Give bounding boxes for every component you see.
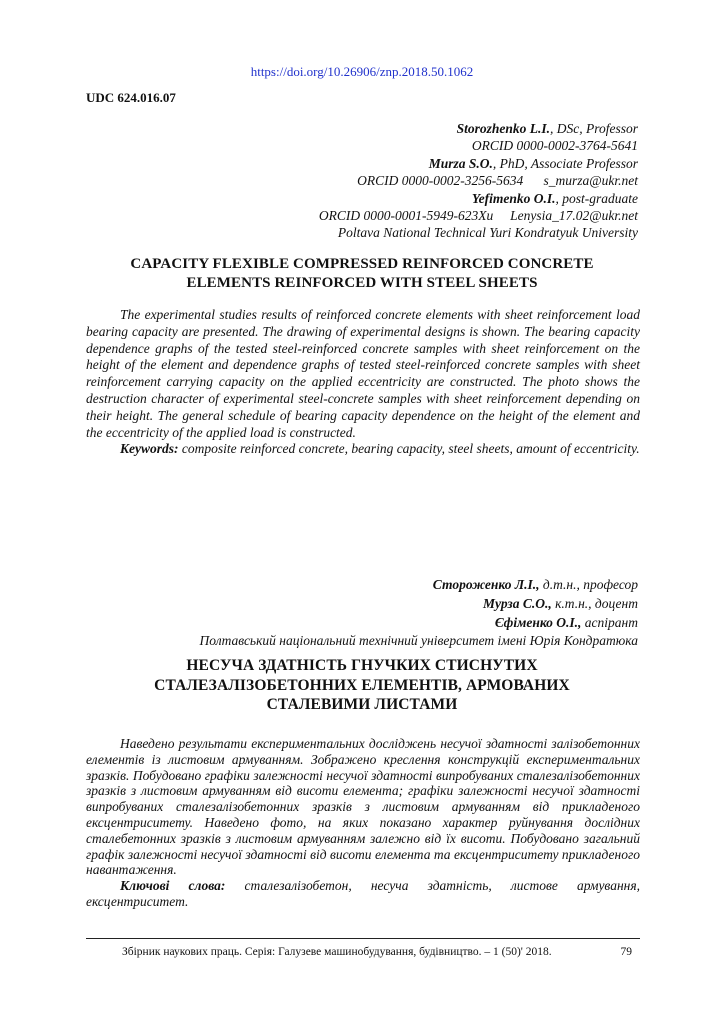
author-line: Storozhenko L.I., DSc, Professor [456,121,638,136]
abstract-en [86,307,640,458]
keywords-ua: Ключові слова: сталезалізобетон, несуча здатність, листове армування, ексцентриситет. [86,878,640,909]
paper-title-ua: НЕСУЧА ЗДАТНІСТЬ ГНУЧКИХ СТИСНУТИХ СТАЛЕЗАЛІЗОБЕТОННИХ ЕЛЕМЕНТІВ, АРМОВАНИХ СТАЛЕВИМИ ЛИСТАМИ [154,657,570,713]
author-line: ORCID 0000-0001-5949-623Xu Lenysia_17.02@ukr.net [318,208,638,224]
page-number: 79 [620,946,632,958]
authors-en [319,120,638,242]
author-line: Єфіменко О.І., аспірант [494,614,638,630]
doi-link[interactable]: https://doi.org/10.26906/znp.2018.50.1062 [250,64,474,79]
journal-citation: Збірник наукових праць. Серія: Галузеве машинобудування, будівництво. – 1 (50)' 2018. [122,946,552,958]
keywords-en: Keywords: composite reinforced concrete, bearing capacity, steel sheets, amount of eccentricity. [120,441,640,457]
abstract-ua [86,736,640,910]
paper-title-en: CAPACITY FLEXIBLE COMPRESSED REINFORCED CONCRETE ELEMENTS REINFORCED WITH STEEL SHEETS [130,256,594,291]
affiliation-en: Poltava National Technical Yuri Kondratyuk University [337,225,638,241]
author-line: ORCID 0000-0002-3764-5641 [471,138,638,154]
authors-ua [200,576,638,651]
abstract-en-text: The experimental studies results of reinforced concrete elements with sheet reinforcement load bearing capacity are presented. The drawing of experimental designs is shown. The bearing capacity dependence graphs of the tested steel-reinforced concrete samples with sheet reinforcement on the height of the element and dependence graphs of tested steel-reinforced concrete samples with sheet reinforcement carrying capacity on the applied eccentricity are constructed. The photo shows the destruction character of experimental steel-concrete samples with sheet reinforcement depending on their height. The general schedule of bearing capacity dependence on the height of the element and the eccentricity of the applied load is constructed. [86,307,640,440]
footer-divider [86,938,640,939]
udc-code: UDC 624.016.07 [86,90,176,105]
author-line: ORCID 0000-0002-3256-5634 s_murza@ukr.net [357,173,638,189]
affiliation-ua: Полтавський національний технічний університет імені Юрія Кондратюка [199,633,638,649]
author-line: Мурза С.О., к.т.н., доцент [483,595,638,611]
author-line: Стороженко Л.І., д.т.н., професор [432,577,638,592]
author-line: Yefimenko O.I., post-graduate [471,190,638,206]
abstract-ua-text: Наведено результати експериментальних досліджень несучої здатності залізобетонних елементів із листовим армуванням. Зображено креслення конструкцій експериментальних зразків. Побудовано графіки залежності несучої здатності випробуваних сталезалізобетонних зразків з листовим армуванням від висоти елемента; графіки залежності несучої здатності випробуваних сталезалізобетонних зразків з листовим армуванням від прикладеного ексцентриситету. Наведено фото, на яких показано характер руйнування дослідних сталебетонних зразків з листовим армуванням залежно від їх висоти. Побудовано загальний графік залежності несучої здатності від висоти елемента та ексцентриситету прикладеного навантаження. [86,736,640,878]
author-line: Murza S.O., PhD, Associate Professor [428,155,638,171]
